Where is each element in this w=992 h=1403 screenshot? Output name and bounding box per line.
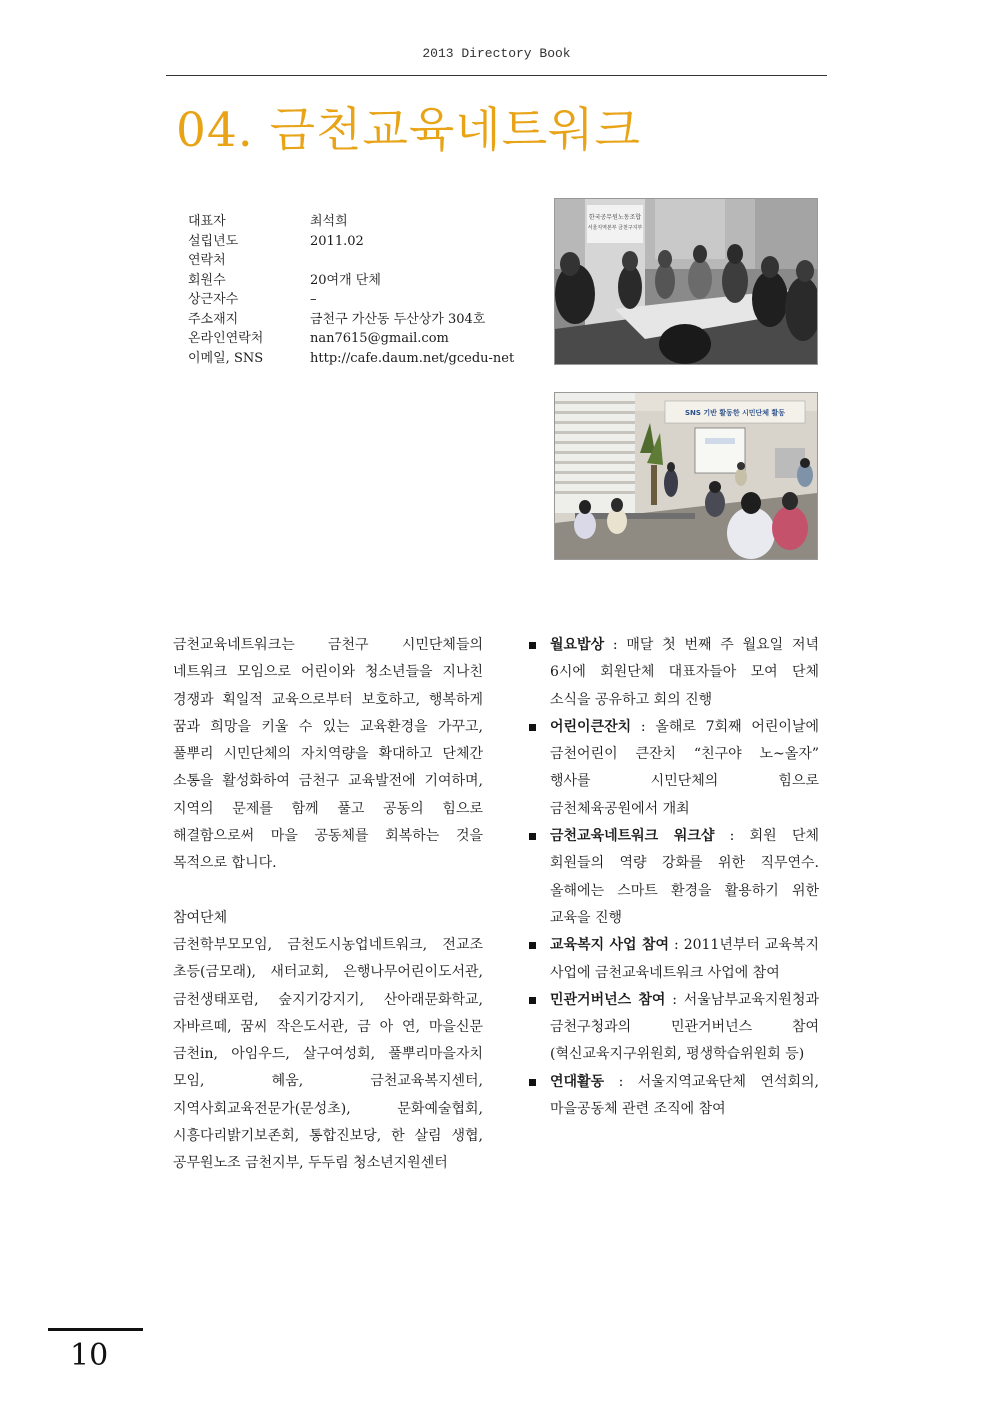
info-label: 설립년도 xyxy=(188,233,239,249)
page-number: 10 xyxy=(70,1338,109,1373)
info-label: 회원수 xyxy=(188,272,226,288)
list-item xyxy=(527,714,819,823)
meeting-photo-1-graphic xyxy=(555,199,817,364)
list-item xyxy=(527,632,819,714)
activity-title: 연대활동 xyxy=(550,1073,605,1090)
members-list: 금천학부모모임, 금천도시농업네트워크, 전교조 초등(금모래), 새터교회, 은행나무어린이도서관, 금천생태포럼, 숲지기강지기, 산아래문화학교, 자바르떼, 꿈씨 작은도서관, 금 아 연, 마을신문 금천in, 아임우드, 살구여성회, 풀뿌리마을자치 모임, 혜움, 금천교육복지센터, 지역사회교육전문가(문성초), 문화예술협회, 시흥다리밝기보존회, 통합진보당, 한 살림 생협, 공무원노조 금천지부, 두두림 청소년지원센터 xyxy=(173,936,483,1172)
activity-title: 민관거버넌스 참여 xyxy=(550,991,666,1008)
square-bullet-icon xyxy=(529,642,536,649)
activity-description: : 올해로 7회째 어린이날에 금천어린이 큰잔치 “친구야 노~올자” 행사를 시민단체의 힘으로 금천체육공원에서 개최 xyxy=(550,718,819,817)
list-item xyxy=(527,1069,819,1124)
info-label: 상근자수 xyxy=(188,292,239,307)
info-value: http://cafe.daum.net/gcedu-net xyxy=(310,350,515,366)
footer-divider xyxy=(48,1328,143,1331)
list-item xyxy=(527,987,819,1069)
header-title: 2013 Directory Book xyxy=(422,46,571,61)
info-row xyxy=(188,310,514,330)
meeting-photo-2 xyxy=(554,392,818,560)
info-row xyxy=(188,290,514,310)
list-item xyxy=(527,823,819,932)
info-label: 온라인연락처 xyxy=(188,331,264,346)
activity-description: : 2011년부터 교육복지 사업에 금천교육네트워크 사업에 참여 xyxy=(550,937,819,981)
square-bullet-icon xyxy=(529,833,536,840)
photo1-banner-line1: 한국공무원노동조합 xyxy=(588,214,642,221)
info-row xyxy=(188,232,514,252)
square-bullet-icon xyxy=(529,942,536,949)
square-bullet-icon xyxy=(529,1079,536,1086)
activity-description: : 매달 첫 번째 주 월요일 저녁 6시에 회원단체 대표자들아 모여 단체 소식을 공유하고 회의 진행 xyxy=(550,637,819,708)
info-label: 이메일, SNS xyxy=(188,350,264,366)
paragraph-spacer xyxy=(173,878,483,905)
info-table xyxy=(188,212,514,368)
intro-paragraph: 금천교육네트워크는 금천구 시민단체들의 네트워크 모임으로 어린이와 청소년들을 지나친 경쟁과 획일적 교육으로부터 보호하고, 행복하게 꿈과 희망을 키울 수 있는 교육환경을 가꾸고, 풀뿌리 시민단체의 자치역량을 확대하고 단체간 소통을 활성화하여 금천구 교육발전에 기여하며, 지역의 문제를 함께 풀고 공동의 힘으로 해결함으로써 마을 공동체를 회복하는 것을 목적으로 합니다. xyxy=(173,637,483,872)
info-value: – xyxy=(310,292,317,307)
activity-description: : 회원 단체 회원들의 역량 강화를 위한 직무연수. 올해에는 스마트 환경을 활용하기 위한 교육을 진행 xyxy=(550,828,819,926)
activity-title: 교육복지 사업 참여 xyxy=(550,937,670,954)
square-bullet-icon xyxy=(529,724,536,731)
square-bullet-icon xyxy=(529,997,536,1004)
info-row xyxy=(188,329,514,349)
photo1-banner-line2: 서울지역본부 금천구지부 xyxy=(587,225,643,231)
info-label: 연락처 xyxy=(188,253,226,268)
list-item xyxy=(527,932,819,987)
info-row xyxy=(188,212,514,232)
info-value: 20여개 단체 xyxy=(310,272,381,288)
info-value: 2011.02 xyxy=(310,233,364,249)
info-label: 주소재지 xyxy=(188,311,239,327)
activity-title: 금천교육네트워크 워크샵 xyxy=(550,828,715,845)
activity-title: 어린이큰잔치 xyxy=(550,718,632,735)
info-value: nan7615@gmail.com xyxy=(310,331,449,346)
meeting-photo-1 xyxy=(554,198,818,365)
activity-description: : 서울지역교육단체 연석회의, 마을공동체 관련 조직에 참여 xyxy=(550,1073,819,1118)
info-row xyxy=(188,349,514,369)
members-heading: 참여단체 xyxy=(173,909,228,926)
info-label: 대표자 xyxy=(188,214,226,229)
photo2-banner: SNS 기반 활동한 시민단체 활동 xyxy=(684,409,786,417)
info-value: 금천구 가산동 두산상가 304호 xyxy=(310,311,486,327)
info-row xyxy=(188,251,514,271)
activities-list xyxy=(527,632,819,1123)
page-title: 04. 금천교육네트워크 xyxy=(176,103,641,158)
info-row xyxy=(188,271,514,291)
activity-title: 월요밥상 xyxy=(550,637,605,653)
left-column xyxy=(173,632,483,1178)
meeting-photo-2-graphic xyxy=(555,393,817,559)
header-divider xyxy=(166,75,827,76)
activity-description: : 서울남부교육지원청과 금천구청과의 민관거버넌스 참여(혁신교육지구위원회, 평생학습위원회 등) xyxy=(550,991,819,1063)
info-value: 최석희 xyxy=(310,214,348,229)
